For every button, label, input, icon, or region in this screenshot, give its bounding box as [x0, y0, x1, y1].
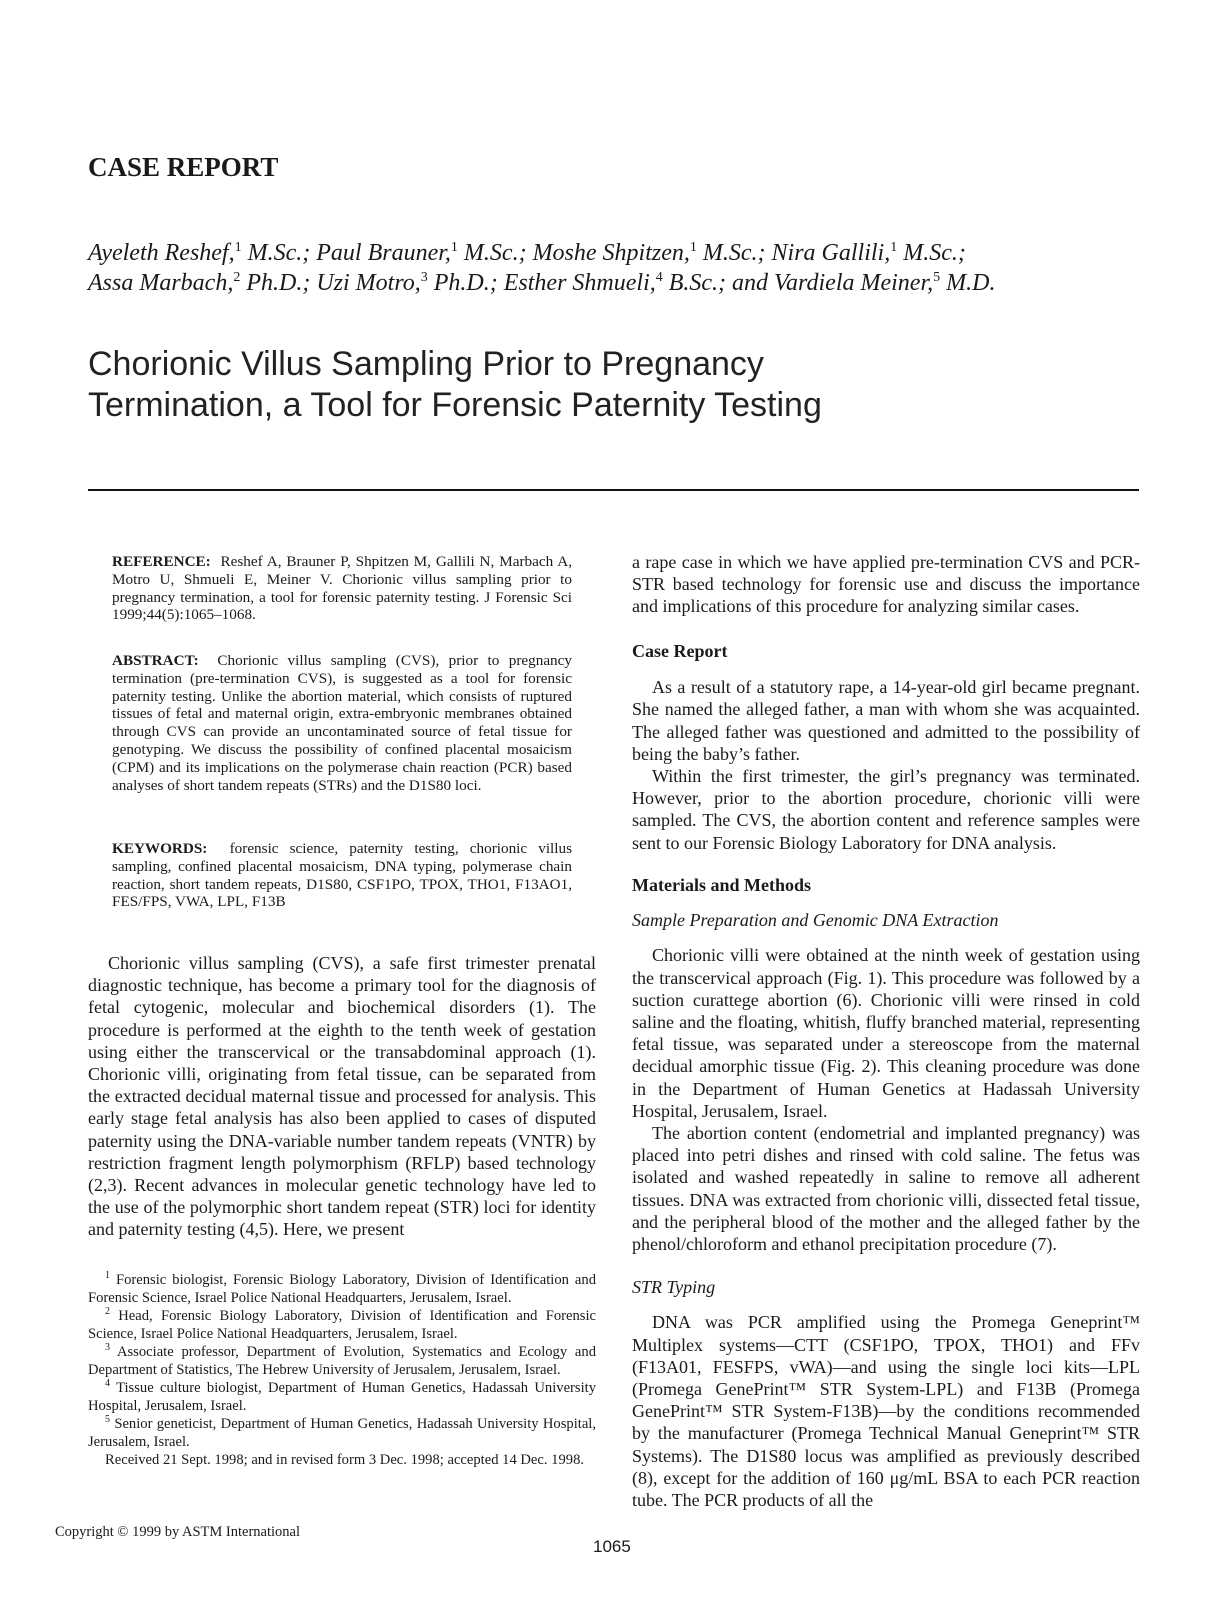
- author: Esther Shmueli,$^4$ B.Sc.;: [503, 270, 733, 296]
- subsection-heading: Sample Preparation and Genomic DNA Extraction: [632, 910, 999, 931]
- author: Paul Brauner,$^1$ M.Sc.;: [316, 240, 533, 266]
- author: and Vardiela Meiner,$^5$ M.D.: [732, 270, 996, 296]
- body-paragraph: Within the first trimester, the girl’s pregnancy was terminated. However, prior to the abortion procedure, chorionic villi were sampled. The CVS, the abortion content and reference samples were sent to our Forensic Biology Laboratory for DNA analysis.: [632, 766, 1140, 853]
- body-paragraph: Chorionic villus sampling (CVS), a safe first trimester prenatal diagnostic technique, has become a primary tool for the diagnosis of fetal cytogenic, molecular and biochemical disorders (1). The procedure is performed at the eighth to the tenth week of gestation using either the transcervical or the transabdominal approach (1). Chorionic villi, originating from fetal tissue, can be separated from the extracted decidual maternal tissue and processed for analysis. This early stage fetal analysis has also been applied to cases of disputed paternity using the DNA-variable number tandem repeats (VNTR) by restriction fragment length polymorphism (RFLP) based technology (2,3). Recent advances in molecular genetic technology have led to the use of the polymorphic short tandem repeat (STR) loci for identity and paternity testing (4,5). Here, we present: [88, 953, 596, 1240]
- title-line: Termination, a Tool for Forensic Paternity Testing: [88, 386, 822, 424]
- footnote: $^2$ Head, Forensic Biology Laboratory, Division of Identification and Forensic Science, Israel Police National Headquarters, Jerusalem, Israel.: [88, 1306, 596, 1342]
- author: Ayeleth Reshef,$^1$ M.Sc.;: [88, 240, 317, 266]
- footnote: $^1$ Forensic biologist, Forensic Biology Laboratory, Division of Identification and Forensic Science, Israel Police National Headquarters, Jerusalem, Israel.: [88, 1270, 596, 1306]
- footnote: $^5$ Senior geneticist, Department of Human Genetics, Hadassah University Hospital, Jerusalem, Israel.: [88, 1414, 596, 1450]
- keywords-label: KEYWORDS:: [112, 840, 208, 857]
- abstract-label: ABSTRACT:: [112, 652, 199, 669]
- abstract-text: Chorionic villus sampling (CVS), prior to pregnancy termination (pre-termination CVS), is suggested as a tool for forensic paternity testing. Unlike the abortion material, which consists of ruptured tissues of fetal and maternal origin, extra-embryonic membranes obtained through CVS can provide an uncontaminated source of fetal tissue for genotyping. We discuss the possibility of confined placental mosaicism (CPM) and its implications on the polymerase chain reaction (PCR) based analyses of short tandem repeats (STRs) and the D1S80 loci.: [112, 652, 572, 794]
- paper-title: [88, 344, 822, 426]
- intro-continued: [632, 551, 1140, 618]
- received-dates: Received 21 Sept. 1998; and in revised form 3 Dec. 1998; accepted 14 Dec. 1998.: [105, 1452, 585, 1468]
- section-heading: Case Report: [632, 641, 728, 661]
- author: Uzi Motro,$^3$ Ph.D.;: [316, 270, 504, 296]
- section-label: CASE REPORT: [88, 152, 279, 182]
- intro-section: [88, 952, 596, 1241]
- author: Assa Marbach,$^2$ Ph.D.;: [88, 270, 317, 296]
- footnotes: [88, 1271, 596, 1469]
- reference-text: Reshef A, Brauner P, Shpitzen M, Gallili N, Marbach A, Motro U, Shmueli E, Meiner V. Chorionic villus sampling prior to pregnancy termination, a tool for forensic paternity testing. J Forensic Sci 1999;44(5):1065–1068.: [112, 553, 572, 624]
- body-paragraph: The abortion content (endometrial and implanted pregnancy) was placed into petri dishes and rinsed with cold saline. The fetus was isolated and washed repeatedly in saline to remove all adherent tissues. DNA was extracted from chorionic villi, dissected fetal tissue, and the peripheral blood of the mother and the alleged father by the phenol/chloroform and ethanol precipitation procedure (7).: [632, 1123, 1140, 1255]
- abstract-block: [112, 652, 572, 794]
- subsection-heading: STR Typing: [632, 1277, 716, 1298]
- methods-section: [632, 874, 1140, 1511]
- author-list: [88, 238, 1148, 298]
- reference-block: [112, 553, 572, 624]
- keywords-block: [112, 840, 572, 911]
- body-paragraph: DNA was PCR amplified using the Promega Geneprint™ Multiplex systems—CTT (CSF1PO, TPOX, THO1) and FFv (F13A01, FESFPS, vWA)—and using the single loci kits—LPL (Promega GenePrint™ STR System-LPL) and F13B (Promega GenePrint™ STR System-F13B)—by the conditions recommended by the manufacturer (Promega Technical Manual Geneprint™ STR Systems). The D1S80 locus was amplified as previously described (8), except for the addition of 160 μg/mL BSA to each PCR reaction tube. The PCR products of all the: [632, 1312, 1140, 1511]
- body-paragraph: a rape case in which we have applied pre-termination CVS and PCR-STR based technology for forensic use and discuss the importance and implications of this procedure for analyzing similar cases.: [632, 552, 1140, 617]
- keywords-text: forensic science, paternity testing, chorionic villus sampling, confined placental mosaicism, DNA typing, polymerase chain reaction, short tandem repeats, D1S80, CSF1PO, TPOX, THO1, F13AO1, FES/FPS, VWA, LPL, F13B: [112, 840, 572, 911]
- copyright: Copyright © 1999 by ASTM International: [55, 1524, 301, 1540]
- body-paragraph: As a result of a statutory rape, a 14-year-old girl became pregnant. She named the alleged father, a man with whom she was acquainted. The alleged father was questioned and admitted to the possibility of being the baby’s father.: [632, 677, 1140, 764]
- author: Nira Gallili,$^1$ M.Sc.;: [771, 240, 966, 266]
- page-number: 1065: [593, 1537, 631, 1556]
- body-paragraph: Chorionic villi were obtained at the ninth week of gestation using the transcervical approach (Fig. 1). This procedure was followed by a suction curattege abortion (6). Chorionic villi were rinsed in cold saline and the floating, whitish, fluffy branched material, representing fetal tissue, was separated under a stereoscope from the maternal decidual amorphic tissue (Fig. 2). This cleaning procedure was done in the Department of Human Genetics at Hadassah University Hospital, Jerusalem, Israel.: [632, 945, 1140, 1121]
- author: Moshe Shpitzen,$^1$ M.Sc.;: [532, 240, 772, 266]
- footnote: $^3$ Associate professor, Department of Evolution, Systematics and Ecology and Department of Statistics, The Hebrew University of Jerusalem, Jerusalem, Israel.: [88, 1342, 596, 1378]
- reference-label: REFERENCE:: [112, 553, 211, 570]
- footnote: $^4$ Tissue culture biologist, Department of Human Genetics, Hadassah University Hospital, Jerusalem, Israel.: [88, 1378, 596, 1414]
- title-line: Chorionic Villus Sampling Prior to Pregnancy: [88, 345, 764, 383]
- case-report-section: [632, 640, 1140, 854]
- section-heading: Materials and Methods: [632, 875, 811, 895]
- divider: [88, 489, 1139, 491]
